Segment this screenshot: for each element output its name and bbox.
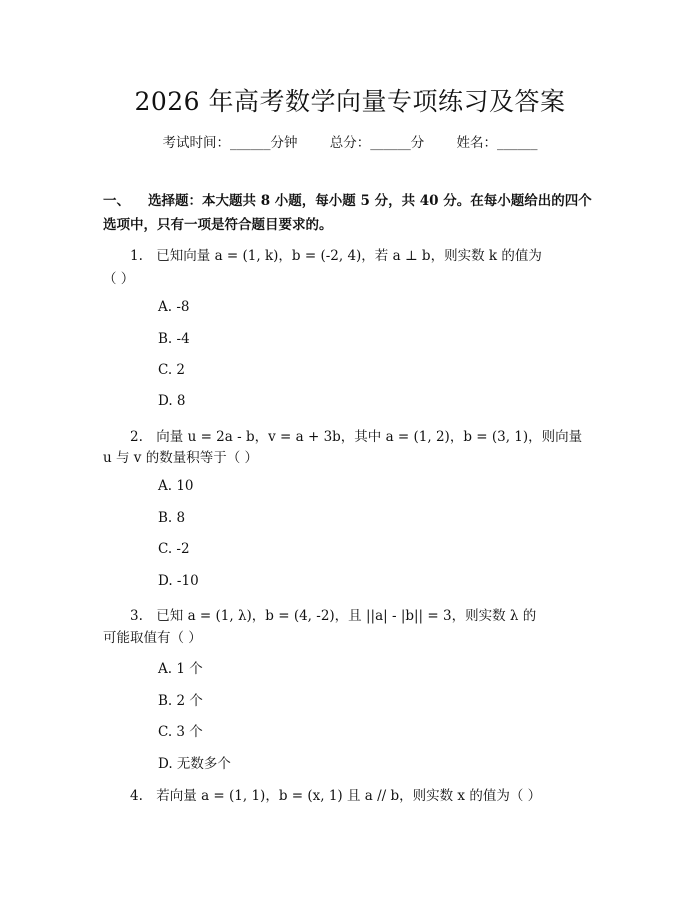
question-1-option-c: C. 2: [158, 362, 186, 378]
question-1: [130, 244, 542, 264]
question-3-option-b: B. 2 个: [158, 693, 203, 709]
total-score-field: 总分：______分: [329, 135, 425, 151]
question-stem: 已知 a = (1, λ)，b = (4, -2)，且 ||a| - |b|| = 3，则实数 λ 的: [156, 608, 537, 624]
question-3-continuation: 可能取值有（ ）: [103, 630, 202, 646]
question-2-option-d: D. -10: [158, 573, 199, 589]
question-stem: 向量 u = 2a - b，v = a + 3b，其中 a = (1, 2)，b = (3, 1)，则向量: [156, 429, 583, 445]
question-number: 3.: [130, 608, 143, 624]
question-4: [130, 784, 541, 804]
section-heading: [103, 189, 600, 237]
exam-time-field: 考试时间：______分钟: [162, 135, 298, 151]
question-2-option-a: A. 10: [158, 478, 194, 494]
question-stem: 已知向量 a = (1, k)，b = (-2, 4)，若 a ⊥ b，则实数 k 的值为: [156, 248, 542, 264]
section-number: 一、: [103, 193, 130, 209]
question-3-option-a: A. 1 个: [158, 661, 203, 677]
exam-info-row: [0, 131, 700, 151]
question-1-option-d: D. 8: [158, 393, 186, 409]
question-stem: 若向量 a = (1, 1)，b = (x, 1) 且 a // b，则实数 x 的值为（ ）: [156, 788, 542, 804]
question-3-option-c: C. 3 个: [158, 724, 203, 740]
question-2-option-c: C. -2: [158, 541, 190, 557]
question-number: 2.: [130, 429, 143, 445]
question-number: 4.: [130, 788, 143, 804]
student-name-field: 姓名：______: [456, 135, 538, 151]
question-3-option-d: D. 无数多个: [158, 756, 231, 772]
question-2: [130, 425, 582, 445]
page-title: 2026 年高考数学向量专项练习及答案: [134, 87, 566, 116]
question-3: [130, 604, 536, 624]
question-1-option-b: B. -4: [158, 331, 190, 347]
question-1-option-a: A. -8: [158, 299, 190, 315]
question-number: 1.: [130, 248, 143, 264]
question-2-option-b: B. 8: [158, 510, 186, 526]
question-1-continuation: （ ）: [103, 271, 135, 287]
question-2-continuation: u 与 v 的数量积等于（ ）: [103, 450, 258, 466]
section-instructions: 选择题：本大题共 8 小题，每小题 5 分，共 40 分。在每小题给出的四个选项中，只有一项是符合题目要求的。: [103, 193, 592, 233]
